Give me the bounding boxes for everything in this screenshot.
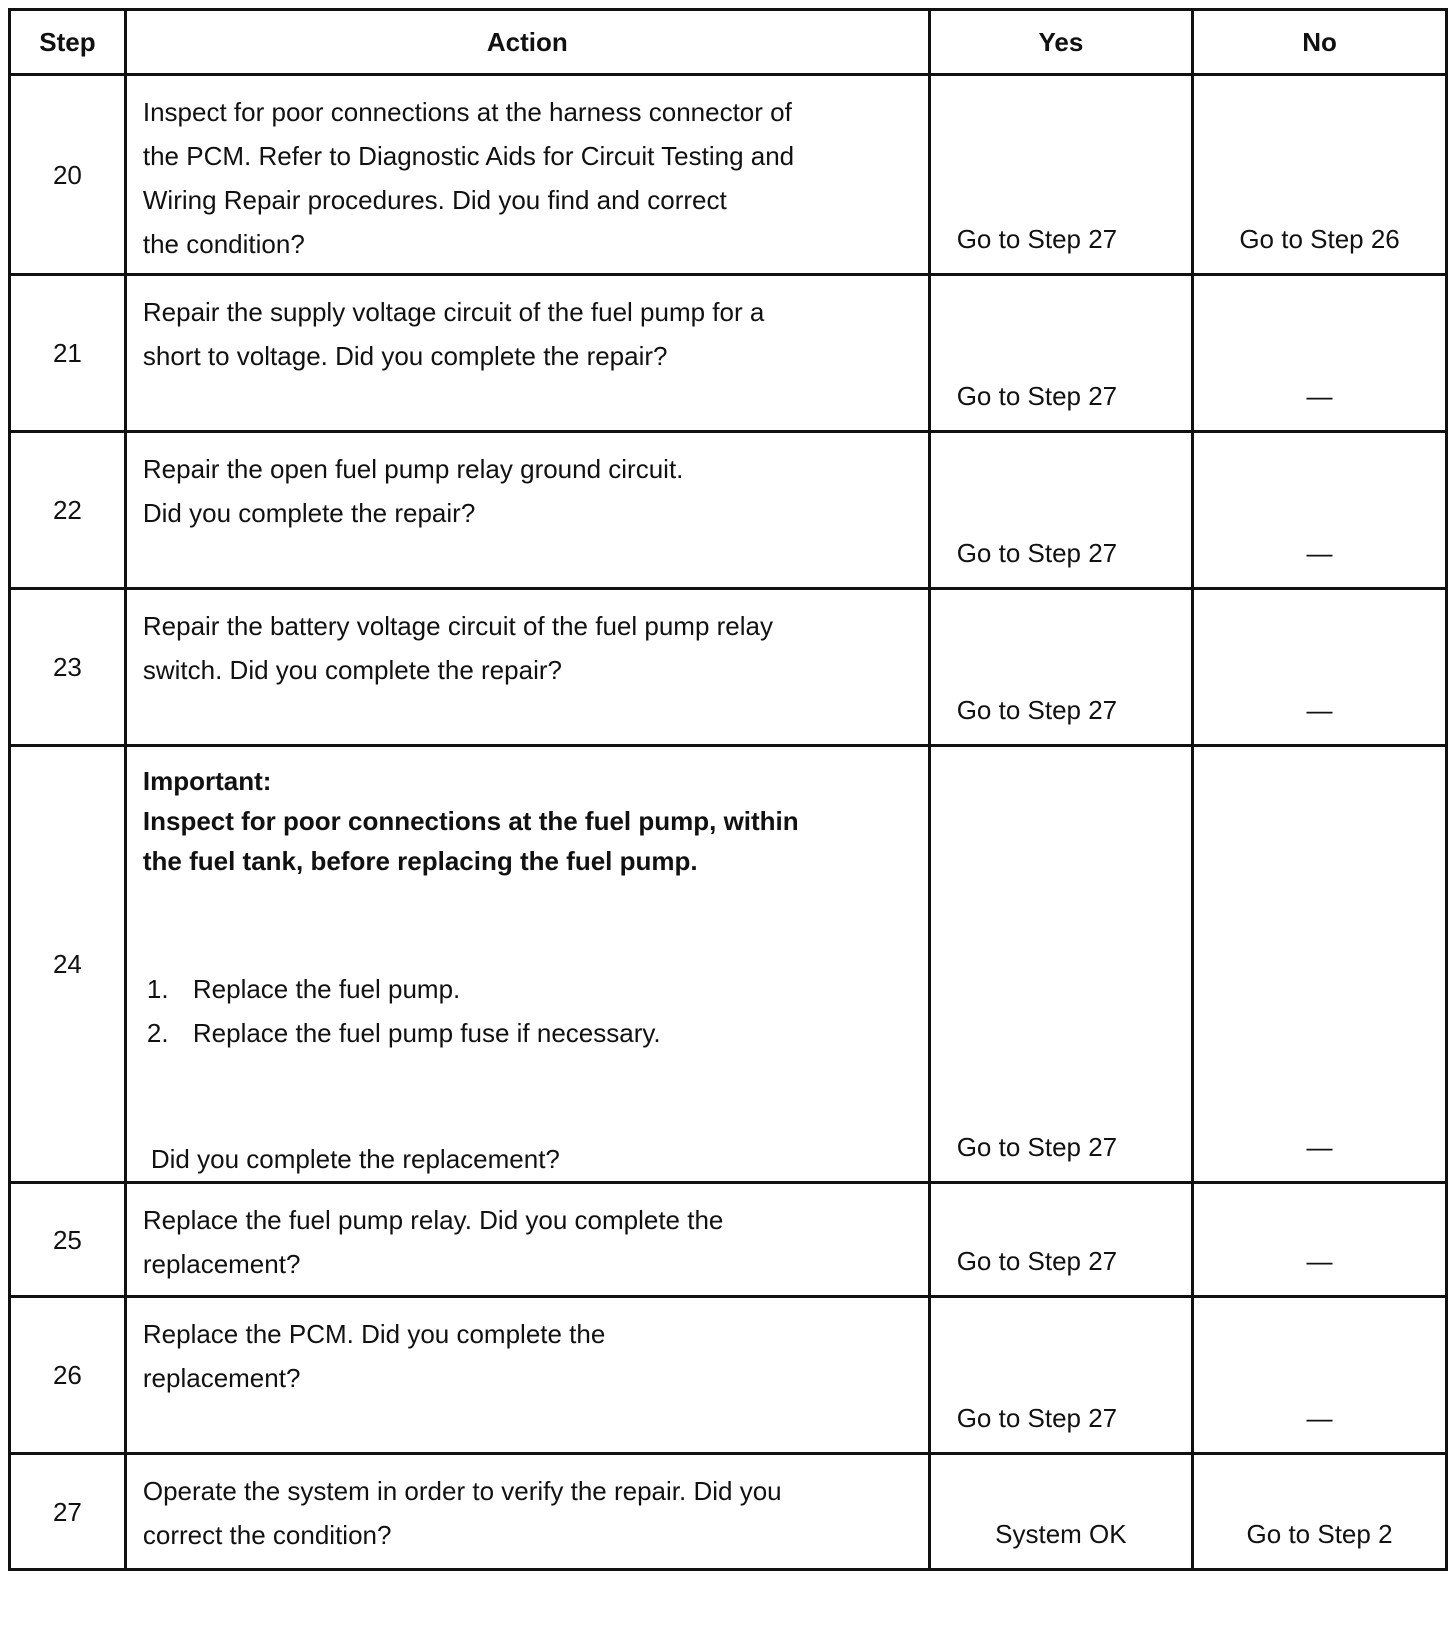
action-line: Repair the supply voltage circuit of the fuel pump for a (142, 297, 765, 327)
action-line: the condition? (142, 229, 305, 259)
header-no: No (1193, 10, 1447, 75)
step-number: 23 (10, 589, 126, 746)
action-cell (125, 589, 929, 746)
action-cell (125, 432, 929, 589)
important-line: the fuel tank, before replacing the fuel pump. (142, 846, 698, 876)
action-line: Replace the fuel pump relay. Did you complete the (142, 1205, 724, 1235)
table-row (10, 275, 1447, 432)
step-number: 27 (10, 1454, 126, 1570)
table-row (10, 75, 1447, 275)
no-result: — (1193, 275, 1447, 432)
action-line: the PCM. Refer to Diagnostic Aids for Circuit Testing and (142, 141, 795, 171)
no-result: — (1193, 1183, 1447, 1297)
action-line: replacement? (142, 1249, 301, 1279)
important-label: Important: (142, 766, 272, 796)
table-row (10, 1297, 1447, 1454)
action-line: Inspect for poor connections at the harness connector of (142, 97, 792, 127)
action-cell (125, 1454, 929, 1570)
no-result: — (1193, 746, 1447, 1183)
step-number: 20 (10, 75, 126, 275)
action-line: replacement? (142, 1363, 301, 1393)
step-number: 24 (10, 746, 126, 1183)
header-yes: Yes (929, 10, 1192, 75)
action-line: switch. Did you complete the repair? (142, 655, 562, 685)
step-number: 22 (10, 432, 126, 589)
yes-result: Go to Step 27 (929, 275, 1192, 432)
diagnostic-table-sheet (8, 8, 1448, 1571)
no-result: — (1193, 432, 1447, 589)
action-cell (125, 746, 929, 1183)
no-result: Go to Step 2 (1193, 1454, 1447, 1570)
action-line: Operate the system in order to verify the repair. Did you (142, 1476, 782, 1506)
spacer (143, 881, 914, 967)
table-row (10, 432, 1447, 589)
list-item-number: 2. (146, 1018, 169, 1048)
action-line: Repair the open fuel pump relay ground circuit. (142, 454, 684, 484)
table-row (10, 1454, 1447, 1570)
header-action: Action (125, 10, 929, 75)
action-line: short to voltage. Did you complete the repair? (142, 341, 668, 371)
header-step: Step (10, 10, 126, 75)
action-cell (125, 275, 929, 432)
no-result: — (1193, 589, 1447, 746)
list-item-text: Replace the fuel pump fuse if necessary. (192, 1018, 661, 1048)
replacement-steps-list (143, 967, 914, 1055)
table-row (10, 1183, 1447, 1297)
list-item (147, 967, 914, 1011)
step-number: 25 (10, 1183, 126, 1297)
yes-result: Go to Step 27 (929, 432, 1192, 589)
diagnostic-table (8, 8, 1448, 1571)
yes-result: Go to Step 27 (929, 75, 1192, 275)
list-item-text: Replace the fuel pump. (192, 974, 461, 1004)
no-result: — (1193, 1297, 1447, 1454)
action-line: Did you complete the repair? (142, 498, 476, 528)
important-line: Inspect for poor connections at the fuel pump, within (142, 806, 799, 836)
yes-result: Go to Step 27 (929, 746, 1192, 1183)
action-line: Repair the battery voltage circuit of the fuel pump relay (142, 611, 773, 641)
list-item-number: 1. (146, 974, 169, 1004)
table-row (10, 746, 1447, 1183)
yes-result: Go to Step 27 (929, 1297, 1192, 1454)
action-cell (125, 75, 929, 275)
action-line: correct the condition? (142, 1520, 392, 1550)
yes-result: Go to Step 27 (929, 1183, 1192, 1297)
yes-result: Go to Step 27 (929, 589, 1192, 746)
yes-result: System OK (929, 1454, 1192, 1570)
header-row (10, 10, 1447, 75)
action-line: Wiring Repair procedures. Did you find and correct (142, 185, 727, 215)
list-item (147, 1011, 914, 1055)
action-question: Did you complete the replacement? (150, 1144, 560, 1174)
step-number: 21 (10, 275, 126, 432)
table-row (10, 589, 1447, 746)
step-number: 26 (10, 1297, 126, 1454)
action-line: Replace the PCM. Did you complete the (142, 1319, 606, 1349)
no-result: Go to Step 26 (1193, 75, 1447, 275)
action-cell (125, 1183, 929, 1297)
action-cell (125, 1297, 929, 1454)
spacer (143, 1055, 914, 1137)
